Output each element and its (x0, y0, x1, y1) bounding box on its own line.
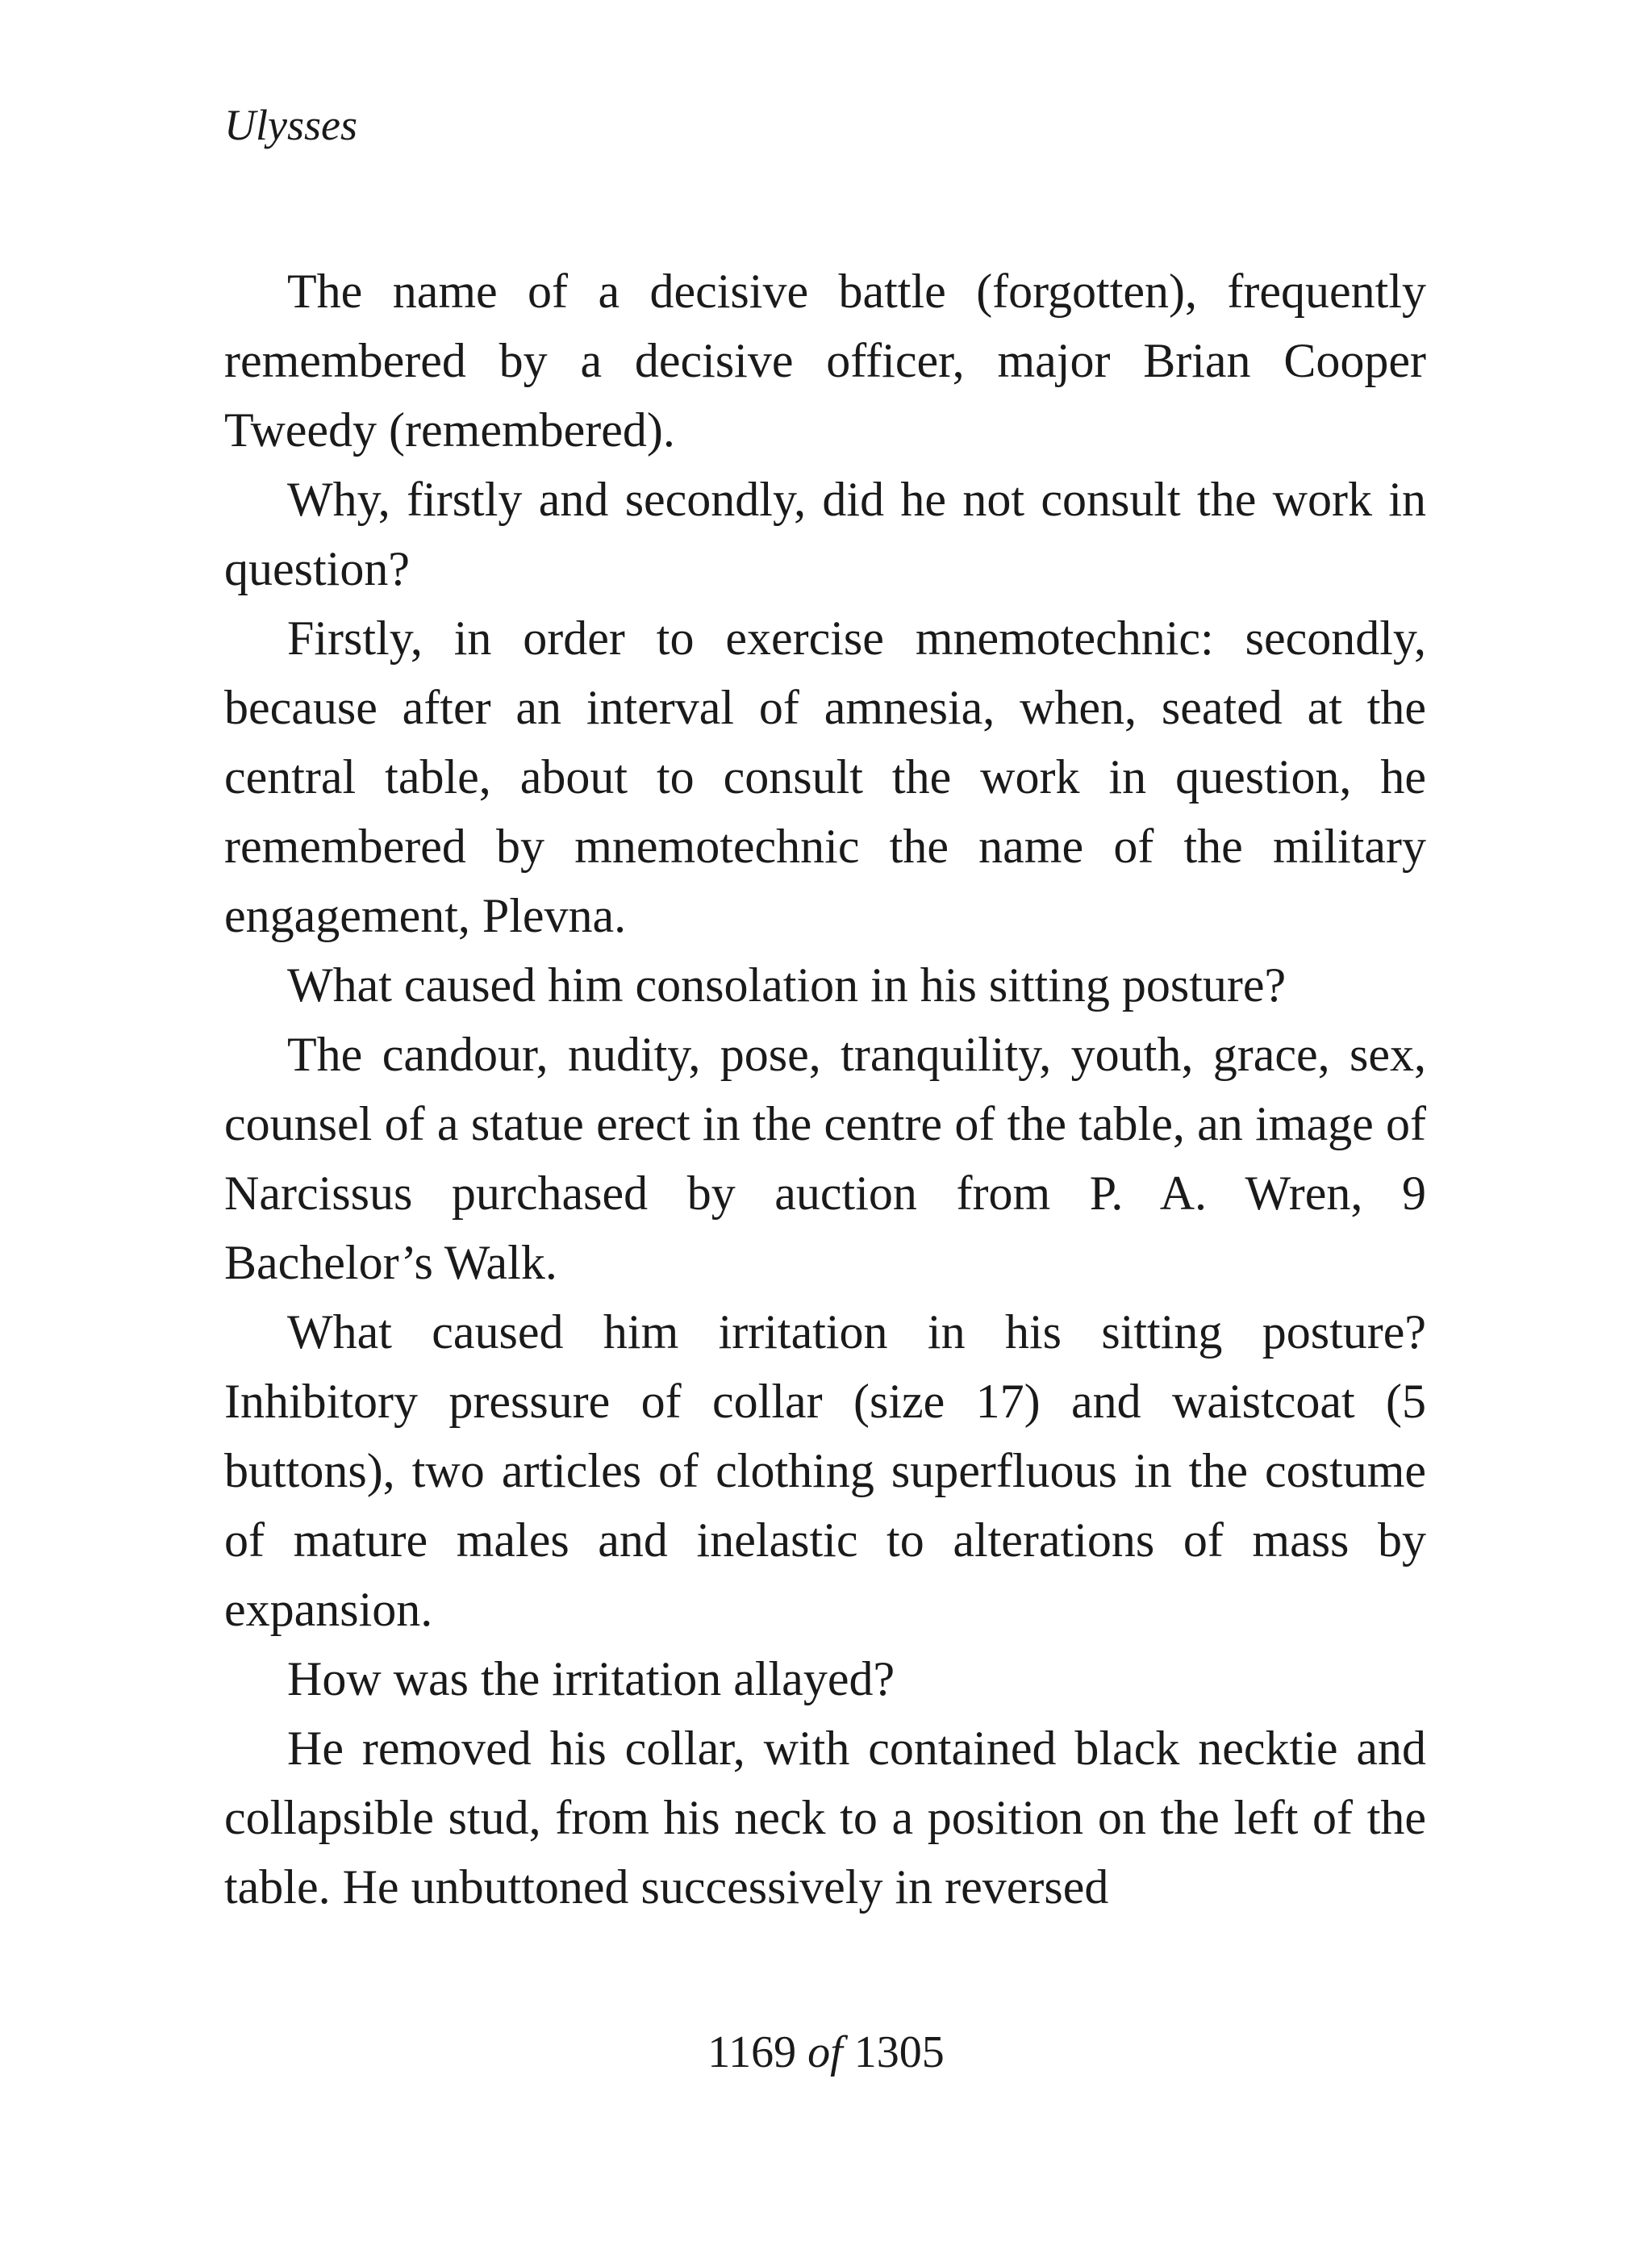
paragraph: The name of a decisive battle (forgotten), frequently remembered by a decisive officer, major Brian Cooper Tweedy (remembered). (224, 265, 1426, 457)
running-head-title: Ulysses (224, 101, 357, 149)
body-text (224, 257, 1426, 1922)
paragraph: He removed his collar, with contained black necktie and collapsible stud, from his neck to a position on the left of the table. He unbuttoned successively in reversed (224, 1722, 1426, 1914)
current-page-number: 1169 (707, 2027, 797, 2077)
paragraph: Why, firstly and secondly, did he not consult the work in question? (224, 473, 1426, 595)
paragraph: Firstly, in order to exercise mnemotechnic: secondly, because after an interval of amnesia, when, seated at the central table, about to consult the work in question, he remembered by mnemotechnic the name of the military engagement, Plevna. (224, 612, 1426, 942)
paragraph: The candour, nudity, pose, tranquility, youth, grace, sex, counsel of a statue erect in the centre of the table, an image of Narcissus purchased by auction from P. A. Wren, 9 Bachelor’s Walk. (224, 1028, 1426, 1289)
paragraph: What caused him consolation in his sitting posture? (287, 958, 1287, 1012)
page-number (0, 2027, 1652, 2077)
paragraph: What caused him irritation in his sitting posture? Inhibitory pressure of collar (size 17) and waistcoat (5 buttons), two articles of clothing superfluous in the costume of mature males and inelastic to alterations of mass by expansion. (224, 1305, 1426, 1636)
paragraph: How was the irritation allayed? (287, 1652, 895, 1705)
total-pages-number: 1305 (853, 2027, 945, 2077)
page-of-label: of (807, 2027, 843, 2077)
